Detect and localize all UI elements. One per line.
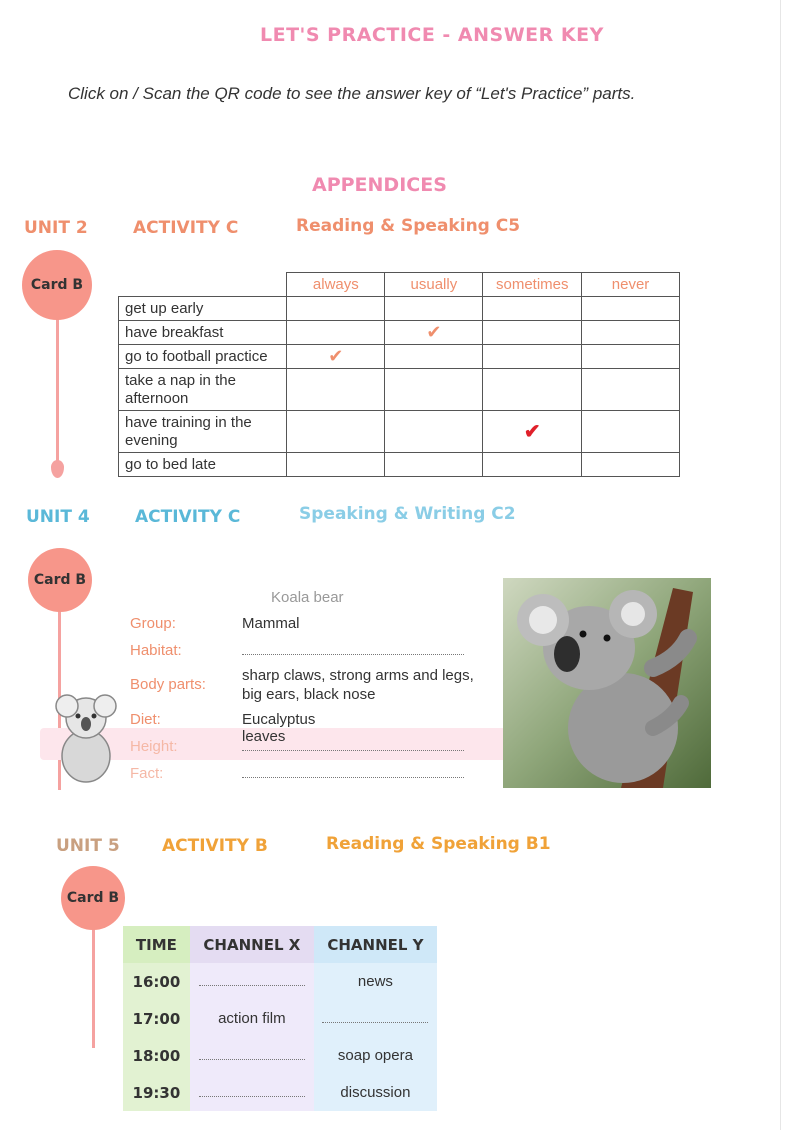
unit5-activity: ACTIVITY B: [162, 836, 268, 856]
koala-title: Koala bear: [271, 589, 344, 606]
fact-label: Habitat:: [130, 642, 182, 659]
col-channel-y: CHANNEL Y: [314, 926, 437, 963]
row-activity: go to bed late: [119, 453, 287, 477]
unit4-activity: ACTIVITY C: [135, 507, 241, 527]
time-cell: 19:30: [123, 1074, 190, 1111]
fact-label: Group:: [130, 615, 176, 632]
row-activity: have breakfast: [119, 321, 287, 345]
unit4-label: UNIT 4: [26, 507, 90, 527]
blank-cell: [199, 975, 305, 986]
row-activity: have training in the evening: [119, 411, 287, 453]
unit5-section: Reading & Speaking B1: [326, 834, 551, 854]
table-row: [123, 1037, 437, 1074]
col-always: always: [287, 273, 385, 297]
koala-photo: [503, 578, 711, 788]
row-activity: go to football practice: [119, 345, 287, 369]
instruction-text: Click on / Scan the QR code to see the answer key of “Let's Practice” parts.: [68, 84, 636, 103]
blank-cell: [199, 1086, 305, 1097]
table-row: [119, 321, 680, 345]
blank-cell: [322, 1012, 428, 1023]
col-time: TIME: [123, 926, 190, 963]
time-cell: 17:00: [123, 1000, 190, 1037]
table-row: [123, 1000, 437, 1037]
program-cell: discussion: [314, 1074, 437, 1111]
row-activity: get up early: [119, 297, 287, 321]
appendices-heading: APPENDICES: [312, 174, 447, 196]
table-row: [119, 453, 680, 477]
table-row: [119, 369, 680, 411]
fact-value-blank: [242, 765, 464, 778]
time-cell: 16:00: [123, 963, 190, 1000]
table-row: [119, 345, 680, 369]
program-cell: action film: [190, 1000, 314, 1037]
col-never: never: [582, 273, 680, 297]
col-channel-x: CHANNEL X: [190, 926, 314, 963]
tv-schedule-table: [123, 926, 437, 1111]
unit5-label: UNIT 5: [56, 836, 120, 856]
fact-label: Body parts:: [130, 676, 206, 693]
fact-value-blank: [242, 738, 464, 751]
unit5-timeline: [92, 928, 95, 1048]
check-mark-icon: ✔: [523, 421, 541, 443]
unit4-section: Speaking & Writing C2: [299, 504, 516, 524]
koala-mascot-icon: [50, 686, 122, 786]
table-row: [119, 411, 680, 453]
fact-label: Fact:: [130, 765, 164, 782]
fact-value-blank: [242, 642, 464, 655]
unit5-card-badge: Card B: [61, 866, 125, 930]
page-title: LET'S PRACTICE - ANSWER KEY: [260, 24, 604, 46]
program-cell: soap opera: [314, 1037, 437, 1074]
routine-table: [118, 272, 680, 477]
check-mark-icon: ✔: [328, 346, 344, 366]
table-row: [119, 297, 680, 321]
fact-label: Height:: [130, 738, 178, 755]
table-row: [123, 963, 437, 1000]
blank-cell: [199, 1049, 305, 1060]
page-edge: [780, 0, 781, 1130]
table-row: [123, 1074, 437, 1111]
check-mark-icon: ✔: [426, 322, 442, 342]
fact-value: sharp claws, strong arms and legs, big ears, black nose: [242, 667, 474, 703]
unit2-activity: ACTIVITY C: [133, 218, 239, 238]
time-cell: 18:00: [123, 1037, 190, 1074]
col-usually: usually: [385, 273, 483, 297]
fact-value: Mammal: [242, 615, 300, 632]
unit2-card-badge: Card B: [22, 250, 92, 320]
unit2-label: UNIT 2: [24, 218, 88, 238]
unit2-timeline: [56, 305, 59, 465]
unit2-timeline-drop: [51, 460, 64, 478]
col-sometimes: sometimes: [483, 273, 582, 297]
fact-label: Diet:: [130, 711, 161, 728]
fact-value: Eucalyptus leaves: [242, 711, 316, 745]
program-cell: news: [314, 963, 437, 1000]
row-activity: take a nap in the afternoon: [119, 369, 287, 411]
unit2-section: Reading & Speaking C5: [296, 216, 521, 236]
unit4-card-badge: Card B: [28, 548, 92, 612]
